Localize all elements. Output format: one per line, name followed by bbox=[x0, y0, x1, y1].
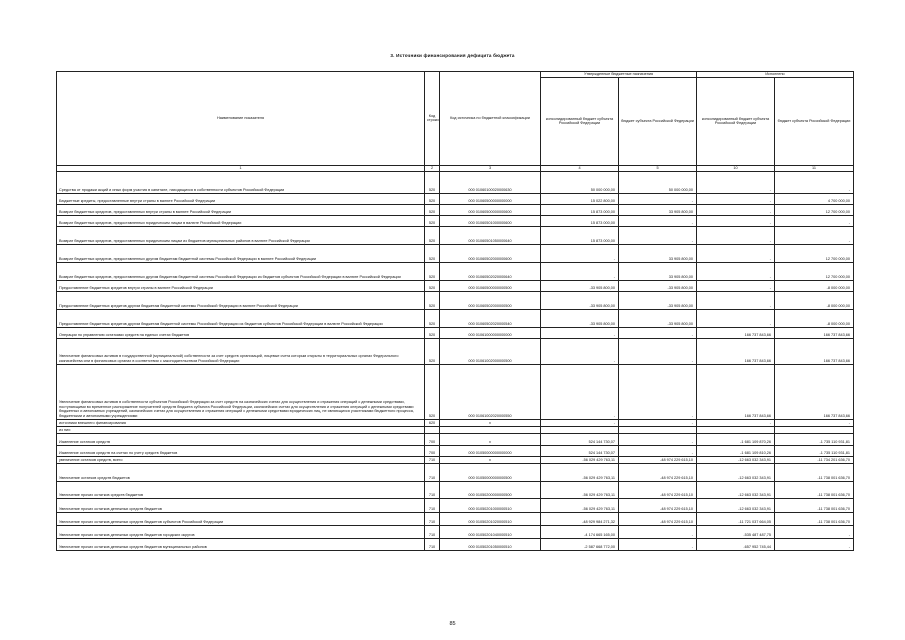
cell-subject-executed: - bbox=[775, 171, 854, 193]
row-source-code: 000 01061000000000000 bbox=[440, 327, 541, 338]
cell-consolidated-executed: -657 952 745,44 bbox=[697, 538, 775, 550]
row-name: Увеличение финансовых активов в государственной (муниципальной) собственности за счет средств организаций, лицевые счета которым открыты в территориальных органах Федерального казначейства или в финансовых органах в соответствии с законодательством Российской Федерации bbox=[57, 338, 425, 364]
row-source-code: 000 01050201020000510 bbox=[440, 512, 541, 525]
row-name: Предоставление бюджетных кредитов другим бюджетам бюджетной системы Российской Федерации из бюджетов субъектов Российской Федерации в валюте Российской Федерации bbox=[57, 309, 425, 327]
row-name: Увеличение прочих остатков денежных средств бюджетов городских округов bbox=[57, 525, 425, 538]
cell-subject-approved: - bbox=[619, 338, 697, 364]
row-source-code: 000 01060502020000540 bbox=[440, 309, 541, 327]
cell-consolidated-approved: 524 144 730,07 bbox=[541, 433, 619, 445]
column-header-source: Код источника по бюджетной классификации bbox=[440, 72, 541, 166]
table-row bbox=[57, 204, 854, 215]
row-name: Возврат бюджетных кредитов, предоставленных внутри страны в валюте Российской Федерации bbox=[57, 204, 425, 215]
cell-subject-approved: - bbox=[619, 193, 697, 204]
cell-consolidated-approved: - bbox=[541, 262, 619, 280]
cell-subject-approved: -48 974 229 615,10 bbox=[619, 512, 697, 525]
cell-subject-executed: -8 000 000,00 bbox=[775, 291, 854, 309]
cell-consolidated-approved: 15 022 800,00 bbox=[541, 193, 619, 204]
cell-subject-approved: -33 905 800,00 bbox=[619, 280, 697, 291]
cell-subject-approved: - bbox=[619, 525, 697, 538]
row-source-code: 000 01050201050000510 bbox=[440, 538, 541, 550]
cell-consolidated-executed: 166 737 843,66 bbox=[697, 327, 775, 338]
column-number: 5 bbox=[619, 165, 697, 171]
page-title: 3. Источники финансирования дефицита бюджета bbox=[390, 53, 515, 58]
table-row bbox=[57, 309, 854, 327]
cell-consolidated-executed: - bbox=[697, 226, 775, 244]
row-code: 710 bbox=[425, 525, 440, 538]
row-name: Возврат бюджетных кредитов, предоставленных юридическим лицам из бюджетов муниципальных районов в валюте Российской Федерации bbox=[57, 226, 425, 244]
cell-subject-executed: 166 737 843,66 bbox=[775, 364, 854, 419]
row-name: Бюджетные кредиты, предоставленные внутри страны в валюте Российской Федерации bbox=[57, 193, 425, 204]
cell-subject-approved: - bbox=[619, 226, 697, 244]
cell-subject-approved: -48 974 229 615,10 bbox=[619, 498, 697, 512]
row-code: 520 bbox=[425, 171, 440, 193]
row-code: 710 bbox=[425, 498, 440, 512]
cell-consolidated-approved: 15 873 000,00 bbox=[541, 204, 619, 215]
table-row bbox=[57, 244, 854, 262]
table-row bbox=[57, 538, 854, 550]
row-source-code: 000 01061002000000500 bbox=[440, 338, 541, 364]
cell-subject-approved: -48 974 229 615,10 bbox=[619, 456, 697, 463]
cell-subject-executed: -1 735 110 931,81 bbox=[775, 445, 854, 456]
row-code bbox=[425, 426, 440, 433]
row-code: 700 bbox=[425, 433, 440, 445]
row-name: источники внешнего финансирования bbox=[57, 419, 425, 426]
cell-consolidated-executed: -1 681 109 870,26 bbox=[697, 433, 775, 445]
cell-consolidated-executed: - bbox=[697, 193, 775, 204]
cell-consolidated-approved: 50 000 000,00 bbox=[541, 171, 619, 193]
row-code: 520 bbox=[425, 338, 440, 364]
table-row bbox=[57, 338, 854, 364]
cell-consolidated-approved: -33 905 800,00 bbox=[541, 280, 619, 291]
row-name: Средства от продажи акций и иных форм участия в капитале, находящихся в собственности субъектов Российской Федерации bbox=[57, 171, 425, 193]
row-code: 700 bbox=[425, 445, 440, 456]
table-row bbox=[57, 364, 854, 419]
cell-subject-approved bbox=[619, 426, 697, 433]
page-number: 85 bbox=[449, 621, 456, 627]
row-code: 710 bbox=[425, 481, 440, 498]
table-row bbox=[57, 525, 854, 538]
row-source-code: 000 01060501050000640 bbox=[440, 226, 541, 244]
row-name: Операции по управлению остатками средств на единых счетах бюджетов bbox=[57, 327, 425, 338]
row-source-code: 000 01060500000000000 bbox=[440, 193, 541, 204]
cell-subject-executed: 12 700 000,00 bbox=[775, 204, 854, 215]
cell-subject-executed: - bbox=[775, 215, 854, 226]
cell-subject-approved: - bbox=[619, 327, 697, 338]
cell-subject-executed: 166 737 843,66 bbox=[775, 338, 854, 364]
row-name: Изменение остатков средств bbox=[57, 433, 425, 445]
column-number: 4 bbox=[541, 165, 619, 171]
column-number: 1 bbox=[57, 165, 425, 171]
cell-subject-executed: -11 734 201 636,70 bbox=[775, 456, 854, 463]
cell-subject-executed: - bbox=[775, 525, 854, 538]
cell-subject-executed: -11 738 001 636,70 bbox=[775, 498, 854, 512]
row-code: 520 bbox=[425, 226, 440, 244]
row-code: 520 bbox=[425, 364, 440, 419]
row-source-code: 000 01050201040000510 bbox=[440, 525, 541, 538]
cell-consolidated-approved bbox=[541, 426, 619, 433]
cell-consolidated-executed: 166 737 843,66 bbox=[697, 364, 775, 419]
row-source-code: x bbox=[440, 433, 541, 445]
cell-consolidated-executed: - bbox=[697, 419, 775, 426]
table-row bbox=[57, 280, 854, 291]
row-source-code: 000 01060100020000630 bbox=[440, 171, 541, 193]
column-header-consolidated-budget: консолидированный бюджет субъекта Российской Федерации bbox=[541, 77, 619, 165]
cell-consolidated-approved: -56 029 429 763,11 bbox=[541, 498, 619, 512]
cell-subject-approved: -48 974 229 615,10 bbox=[619, 463, 697, 481]
cell-subject-executed: -1 735 110 931,81 bbox=[775, 433, 854, 445]
row-code: 520 bbox=[425, 309, 440, 327]
cell-consolidated-executed: -535 487 487,75 bbox=[697, 525, 775, 538]
cell-consolidated-approved: -2 587 668 772,00 bbox=[541, 538, 619, 550]
cell-consolidated-executed: -1 681 109 810,26 bbox=[697, 445, 775, 456]
cell-subject-executed: - bbox=[775, 538, 854, 550]
cell-subject-executed: -11 738 001 636,70 bbox=[775, 463, 854, 481]
cell-subject-approved: 33 905 800,00 bbox=[619, 244, 697, 262]
row-name: Увеличение прочих остатков денежных средств бюджетов субъектов Российской Федерации bbox=[57, 512, 425, 525]
table-row bbox=[57, 193, 854, 204]
cell-consolidated-executed: -12 663 032 343,91 bbox=[697, 498, 775, 512]
row-name: из них: bbox=[57, 426, 425, 433]
cell-subject-executed bbox=[775, 426, 854, 433]
cell-consolidated-executed: -12 663 032 343,91 bbox=[697, 481, 775, 498]
cell-subject-approved: -48 974 229 615,10 bbox=[619, 481, 697, 498]
row-source-code: x bbox=[440, 456, 541, 463]
cell-consolidated-approved: 524 144 730,07 bbox=[541, 445, 619, 456]
table-row bbox=[57, 262, 854, 280]
row-code: 520 bbox=[425, 215, 440, 226]
cell-consolidated-executed: -12 663 032 343,91 bbox=[697, 463, 775, 481]
row-source-code: 000 01050000000000500 bbox=[440, 463, 541, 481]
row-name: Возврат бюджетных кредитов, предоставленных другим бюджетам бюджетной системы Российской Федерации из бюджетов субъектов Российской Федерации в валюте Российской Федерации bbox=[57, 262, 425, 280]
cell-consolidated-approved: - bbox=[541, 244, 619, 262]
cell-consolidated-approved: - bbox=[541, 327, 619, 338]
table-row bbox=[57, 456, 854, 463]
table-row bbox=[57, 291, 854, 309]
column-number: 3 bbox=[440, 165, 541, 171]
row-source-code: 000 01050000000000000 bbox=[440, 445, 541, 456]
table-row bbox=[57, 481, 854, 498]
cell-consolidated-approved: -56 029 429 763,11 bbox=[541, 481, 619, 498]
cell-subject-executed: - bbox=[775, 419, 854, 426]
row-code: 710 bbox=[425, 512, 440, 525]
row-name: Предоставление бюджетных кредитов внутри страны в валюте Российской Федерации bbox=[57, 280, 425, 291]
row-name: Изменение остатков средств на счетах по учету средств бюджетов bbox=[57, 445, 425, 456]
cell-consolidated-approved: 15 873 000,00 bbox=[541, 215, 619, 226]
row-name: Предоставление бюджетных кредитов другим бюджетам бюджетной системы Российской Федерации в валюте Российской Федерации bbox=[57, 291, 425, 309]
cell-subject-executed: -11 738 001 636,70 bbox=[775, 512, 854, 525]
cell-subject-approved: - bbox=[619, 538, 697, 550]
table-row bbox=[57, 226, 854, 244]
row-name: Увеличение прочих остатков денежных средств бюджетов муниципальных районов bbox=[57, 538, 425, 550]
column-group-approved: Утвержденные бюджетные назначения bbox=[541, 72, 697, 78]
row-source-code: 000 01061002020000550 bbox=[440, 364, 541, 419]
row-source-code: 000 01050201000000510 bbox=[440, 498, 541, 512]
table-row bbox=[57, 215, 854, 226]
cell-subject-executed: -11 738 001 636,70 bbox=[775, 481, 854, 498]
cell-subject-approved: 50 000 000,00 bbox=[619, 171, 697, 193]
row-code: 520 bbox=[425, 291, 440, 309]
row-source-code: 000 01050200000000500 bbox=[440, 481, 541, 498]
cell-subject-approved: - bbox=[619, 433, 697, 445]
cell-subject-executed: -8 000 000,00 bbox=[775, 280, 854, 291]
cell-consolidated-executed: - bbox=[697, 215, 775, 226]
cell-subject-executed: 4 700 000,00 bbox=[775, 193, 854, 204]
row-code: 710 bbox=[425, 456, 440, 463]
cell-consolidated-executed: - bbox=[697, 309, 775, 327]
column-number: 2 bbox=[425, 165, 440, 171]
row-code: 520 bbox=[425, 204, 440, 215]
table-row bbox=[57, 463, 854, 481]
row-name: Возврат бюджетных кредитов, предоставленных юридическим лицам в валюте Российской Федерации bbox=[57, 215, 425, 226]
cell-consolidated-executed: -12 663 032 343,91 bbox=[697, 456, 775, 463]
row-name: Возврат бюджетных кредитов, предоставленных другим бюджетам бюджетной системы Российской Федерации в валюте Российской Федерации bbox=[57, 244, 425, 262]
cell-subject-approved: - bbox=[619, 215, 697, 226]
row-name: Увеличение прочих остатков средств бюджетов bbox=[57, 481, 425, 498]
table-row bbox=[57, 433, 854, 445]
column-header-subject-budget-exec: бюджет субъекта Российской Федерации bbox=[775, 77, 854, 165]
budget-sources-table bbox=[56, 71, 853, 551]
row-source-code: 000 01060502020000640 bbox=[440, 262, 541, 280]
row-code: 520 bbox=[425, 327, 440, 338]
cell-consolidated-executed: - bbox=[697, 244, 775, 262]
cell-subject-executed: 166 737 843,66 bbox=[775, 327, 854, 338]
row-source-code: x bbox=[440, 419, 541, 426]
cell-consolidated-approved: 15 873 000,00 bbox=[541, 226, 619, 244]
table-row bbox=[57, 426, 854, 433]
row-name: Увеличение остатков средств бюджетов bbox=[57, 463, 425, 481]
cell-subject-executed: 12 700 000,00 bbox=[775, 262, 854, 280]
row-code: 520 bbox=[425, 262, 440, 280]
table-row bbox=[57, 498, 854, 512]
row-source-code: 000 01060501000000600 bbox=[440, 215, 541, 226]
cell-consolidated-approved: - bbox=[541, 338, 619, 364]
column-header-subject-budget: бюджет субъекта Российской Федерации bbox=[619, 77, 697, 165]
cell-consolidated-executed: - bbox=[697, 171, 775, 193]
row-code: 520 bbox=[425, 244, 440, 262]
row-source-code: 000 01060502000000600 bbox=[440, 244, 541, 262]
cell-consolidated-executed: - bbox=[697, 262, 775, 280]
column-header-consolidated-budget-exec: консолидированный бюджет субъекта Российской Федерации bbox=[697, 77, 775, 165]
cell-consolidated-approved: -48 929 984 271,32 bbox=[541, 512, 619, 525]
cell-consolidated-approved: -33 905 800,00 bbox=[541, 309, 619, 327]
cell-consolidated-executed: 166 737 843,66 bbox=[697, 338, 775, 364]
table-row bbox=[57, 327, 854, 338]
cell-consolidated-approved: -56 029 429 763,11 bbox=[541, 456, 619, 463]
row-name: Увеличение финансовых активов в собственности субъектов Российской Федерации за счет средств на казначейских счетах для осуществления и отражения операций с денежными средствами, поступающими во временное распоряжение получателей средств бюджета субъекта Российской Федерации, казначейских счетах для осуществления и отражения операций с денежными средствами бюджетных и автономных учреждений, казначейских счетах для осуществления и отражения операций с денежными средствами юридических лиц, не являющихся участниками бюджетного процесса, бюджетными и автономными учреждениями bbox=[57, 364, 425, 419]
table-row bbox=[57, 419, 854, 426]
cell-consolidated-approved: - bbox=[541, 364, 619, 419]
row-source-code bbox=[440, 426, 541, 433]
cell-consolidated-executed: -11 721 037 664,05 bbox=[697, 512, 775, 525]
cell-subject-executed: - bbox=[775, 226, 854, 244]
cell-subject-approved: -33 905 800,00 bbox=[619, 309, 697, 327]
cell-consolidated-approved: -56 029 429 763,11 bbox=[541, 463, 619, 481]
cell-consolidated-executed bbox=[697, 426, 775, 433]
column-number: 11 bbox=[775, 165, 854, 171]
row-source-code: 000 01060500000000600 bbox=[440, 204, 541, 215]
table-row bbox=[57, 445, 854, 456]
row-code: 520 bbox=[425, 193, 440, 204]
row-name: Увеличение прочих остатков денежных средств бюджетов bbox=[57, 498, 425, 512]
column-header-name: Наименование показателя bbox=[57, 72, 425, 166]
column-number: 10 bbox=[697, 165, 775, 171]
table-row bbox=[57, 512, 854, 525]
table-body bbox=[57, 171, 854, 550]
row-code: 710 bbox=[425, 463, 440, 481]
cell-subject-approved: - bbox=[619, 364, 697, 419]
table-row bbox=[57, 171, 854, 193]
cell-subject-executed: -8 000 000,00 bbox=[775, 309, 854, 327]
cell-consolidated-approved: - bbox=[541, 419, 619, 426]
row-source-code: 000 01060500000000500 bbox=[440, 280, 541, 291]
cell-subject-approved: -33 905 800,00 bbox=[619, 291, 697, 309]
cell-subject-executed: 12 700 000,00 bbox=[775, 244, 854, 262]
cell-consolidated-executed: - bbox=[697, 291, 775, 309]
row-source-code: 000 01060502000000500 bbox=[440, 291, 541, 309]
cell-subject-approved: - bbox=[619, 445, 697, 456]
column-header-code: Код строки bbox=[425, 72, 440, 166]
cell-consolidated-approved: -33 905 800,00 bbox=[541, 291, 619, 309]
cell-subject-approved: - bbox=[619, 419, 697, 426]
cell-consolidated-executed: - bbox=[697, 204, 775, 215]
row-code: 520 bbox=[425, 280, 440, 291]
row-name: увеличение остатков средств, всего bbox=[57, 456, 425, 463]
cell-subject-approved: 33 905 800,00 bbox=[619, 204, 697, 215]
column-group-executed: Исполнено bbox=[697, 72, 854, 78]
row-code: 620 bbox=[425, 419, 440, 426]
row-code: 710 bbox=[425, 538, 440, 550]
cell-subject-approved: 33 905 800,00 bbox=[619, 262, 697, 280]
cell-consolidated-approved: -4 174 665 165,00 bbox=[541, 525, 619, 538]
cell-consolidated-executed: - bbox=[697, 280, 775, 291]
